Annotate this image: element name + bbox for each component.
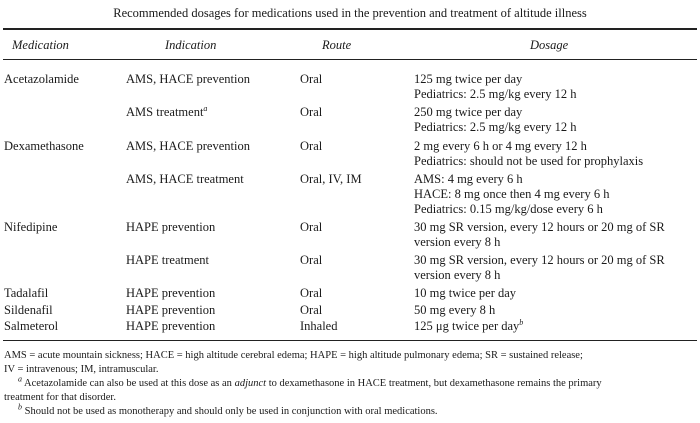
cell-medication: Sildenafil bbox=[4, 303, 53, 317]
dosage-line: version every 8 h bbox=[414, 268, 501, 282]
cell-dosage bbox=[414, 172, 696, 217]
header-indication: Indication bbox=[165, 38, 217, 52]
cell-route: Oral bbox=[300, 105, 323, 119]
cell-indication: HAPE prevention bbox=[126, 220, 216, 234]
header-rule bbox=[3, 59, 697, 60]
dosage-line: 50 mg every 8 h bbox=[414, 303, 496, 317]
dosage-line: Pediatrics: 0.15 mg/kg/dose every 6 h bbox=[414, 202, 603, 216]
dosage-line: AMS: 4 mg every 6 h bbox=[414, 172, 523, 186]
footnote-b: $^b$ Should not be used as monotherapy and should only be used in conjunction with oral medications. bbox=[18, 402, 438, 417]
dosage-line: 250 mg twice per day bbox=[414, 105, 523, 119]
dosage-line: 125 μg twice per day$^b$ bbox=[414, 317, 524, 333]
cell-indication: HAPE treatment bbox=[126, 253, 209, 267]
dosage-line: HACE: 8 mg once then 4 mg every 6 h bbox=[414, 187, 610, 201]
cell-route: Inhaled bbox=[300, 319, 338, 333]
cell-medication: Dexamethasone bbox=[4, 139, 84, 153]
cell-indication: HAPE prevention bbox=[126, 319, 216, 333]
cell-dosage bbox=[414, 253, 696, 283]
cell-route: Oral bbox=[300, 139, 323, 153]
header-route: Route bbox=[322, 38, 352, 52]
cell-medication: Salmeterol bbox=[4, 319, 59, 333]
dosage-line: Pediatrics: 2.5 mg/kg every 12 h bbox=[414, 87, 577, 101]
bottom-rule bbox=[3, 340, 697, 341]
abbreviation-note: AMS = acute mountain sickness; HACE = high altitude cerebral edema; HAPE = high altitude pulmonary edema; SR = sustained release; IV = intravenous; IM, intramuscular. bbox=[4, 350, 583, 375]
cell-dosage bbox=[414, 303, 696, 318]
cell-indication: AMS, HACE treatment bbox=[126, 172, 244, 186]
cell-dosage bbox=[414, 319, 696, 334]
cell-dosage bbox=[414, 72, 696, 102]
cell-route: Oral bbox=[300, 286, 323, 300]
dosage-line: Pediatrics: should not be used for prophylaxis bbox=[414, 154, 644, 168]
dosage-line: 30 mg SR version, every 12 hours or 20 mg of SR bbox=[414, 253, 665, 267]
cell-indication: AMS, HACE prevention bbox=[126, 139, 250, 153]
cell-indication: HAPE prevention bbox=[126, 303, 216, 317]
cell-route: Oral bbox=[300, 303, 323, 317]
cell-medication: Nifedipine bbox=[4, 220, 58, 234]
cell-route: Oral bbox=[300, 253, 323, 267]
dosage-line: version every 8 h bbox=[414, 235, 501, 249]
table-title: Recommended dosages for medications used in the prevention and treatment of altitude illness bbox=[113, 6, 587, 20]
dosage-line: 125 mg twice per day bbox=[414, 72, 523, 86]
cell-dosage bbox=[414, 220, 696, 250]
top-rule bbox=[3, 28, 697, 30]
cell-medication: Tadalafil bbox=[4, 286, 49, 300]
cell-indication: AMS, HACE prevention bbox=[126, 72, 250, 86]
dosage-line: 2 mg every 6 h or 4 mg every 12 h bbox=[414, 139, 587, 153]
dosage-line: 30 mg SR version, every 12 hours or 20 mg of SR bbox=[414, 220, 665, 234]
cell-dosage bbox=[414, 105, 696, 135]
cell-indication: HAPE prevention bbox=[126, 286, 216, 300]
header-medication: Medication bbox=[12, 38, 69, 52]
cell-medication: Acetazolamide bbox=[4, 72, 79, 86]
dosage-line: 10 mg twice per day bbox=[414, 286, 517, 300]
cell-route: Oral bbox=[300, 220, 323, 234]
footnote-a: $^a$ Acetazolamide can also be used at this dose as an adjunct to dexamethasone in HACE treatment, but dexamethasone remains the primary bbox=[18, 374, 602, 389]
footnote-a-cont: treatment for that disorder. bbox=[4, 392, 116, 403]
cell-route: Oral, IV, IM bbox=[300, 172, 362, 186]
cell-dosage bbox=[414, 139, 696, 169]
dosage-line: Pediatrics: 2.5 mg/kg every 12 h bbox=[414, 120, 577, 134]
header-dosage: Dosage bbox=[530, 38, 569, 52]
cell-route: Oral bbox=[300, 72, 323, 86]
cell-dosage bbox=[414, 286, 696, 301]
table-notes bbox=[4, 349, 696, 419]
cell-indication: AMS treatment$^a$ bbox=[126, 103, 208, 119]
